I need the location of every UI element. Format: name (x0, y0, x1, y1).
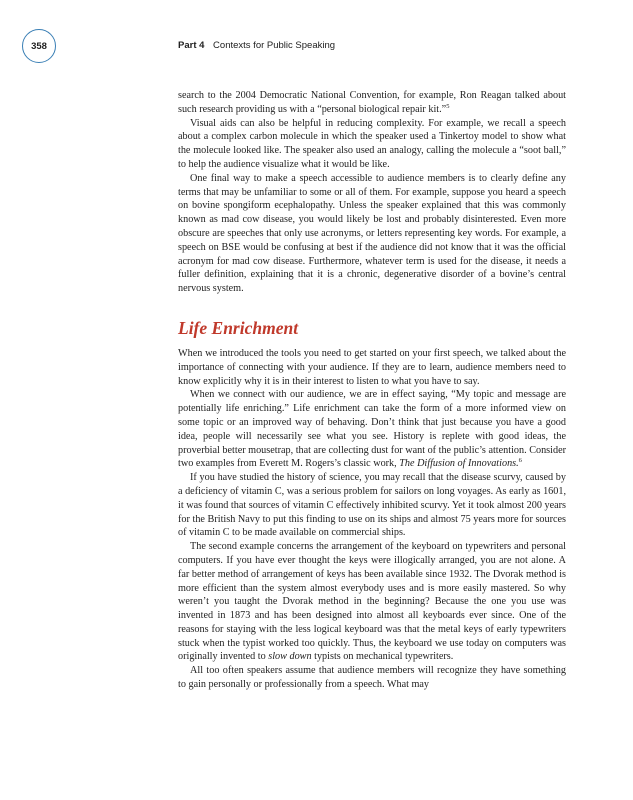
body-text (178, 89, 566, 692)
paragraph: Visual aids can also be helpful in reducing complexity. For example, we recall a speech about a complex carbon molecule in which the speaker used a Tinkertoy model to show what the molecule looked like. The speaker also used an analogy, calling the molecule a “soot ball,” to help the audience visualize what it would be like. (178, 117, 566, 170)
paragraph: One final way to make a speech accessible to audience members is to clearly define any terms that may be unfamiliar to some or all of them. For example, suppose you heard a speech on bovine spongiform ecephalopathy. Unless the speaker explained that this was commonly known as mad cow disease, you would likely be lost and probably disinterested. Even more obscure are speeches that only use acronyms, or letters representing key words. For example, a speech on BSE would be confusing at best if the audience did not know that it was the official acronym for mad cow disease. Furthermore, whatever term is used for the disease, it needs a fuller definition, explaining that it is a chronic, degenerative disorder of a bovine’s central nervous system. (178, 172, 566, 295)
paragraph: All too often speakers assume that audience members will recognize they have something to gain personally or professionally from a speech. What may (178, 665, 566, 691)
footnote-ref: 6 (518, 457, 522, 465)
part-title: Contexts for Public Speaking (213, 40, 336, 51)
book-title: The Diffusion of Innovations. (399, 458, 519, 470)
paragraph: If you have studied the history of science, you may recall that the disease scurvy, caused by a deficiency of vitamin C, was a serious problem for sailors on long voyages. As early as 1601, it was found that sources of vitamin C effectively inhibited scurvy. Yet it took almost 200 years for the British Navy to put this finding to use on its ships and almost 75 years more for sources of vitamin C to be made available on commercial ships. (178, 472, 566, 539)
part-label: Part 4 (178, 40, 205, 51)
footnote-ref: 5 (446, 102, 450, 110)
paragraph: When we introduced the tools you need to get started on your first speech, we talked about the importance of connecting with your audience. If they are to learn, audience members need to know explicitly why it is in their interest to listen to what you have to say. (178, 347, 566, 387)
paragraph: When we connect with our audience, we are in effect saying, “My topic and message are potentially life enriching.” Life enrichment can take the form of a more informed view on some topic or an improved way of behaving. Don’t think that just because you have a good idea, people will necessarily see what you see. History is replete with good ideas, the proverbial better mousetrap, that are collecting dust for want of the public’s attention. Consider two examples from Everett M. Rogers’s classic work, The Diffusion of Innovations.$^6$ (178, 389, 566, 470)
page-number-badge: 358 (22, 29, 56, 63)
emphasis: slow down (268, 651, 312, 663)
paragraph: The second example concerns the arrangement of the keyboard on typewriters and personal computers. If you have ever thought the keys were illogically arranged, you are not alone. A far better method of arrangement of keys has been available since 1932. The Dvorak method is more efficient than the system almost everybody uses and is more easily mastered. So why weren’t you taught the Dvorak method in the beginning? Because the one you use was invented in 1873 and has been designed into almost all keyboards ever since. One of the reasons for staying with the less logical keyboard was that the metal keys of early typewriters stuck when the typist worked too quickly. Thus, the keyboard we use today on computers was originally invented to slow down typists on mechanical typewriters. (178, 541, 566, 663)
page-header (0, 0, 633, 70)
running-head (178, 40, 335, 51)
paragraph: search to the 2004 Democratic National Convention, for example, Ron Reagan talked about such research providing us with a “personal biological repair kit.”$^5$ (178, 90, 566, 115)
section-heading: Life Enrichment (178, 317, 299, 338)
